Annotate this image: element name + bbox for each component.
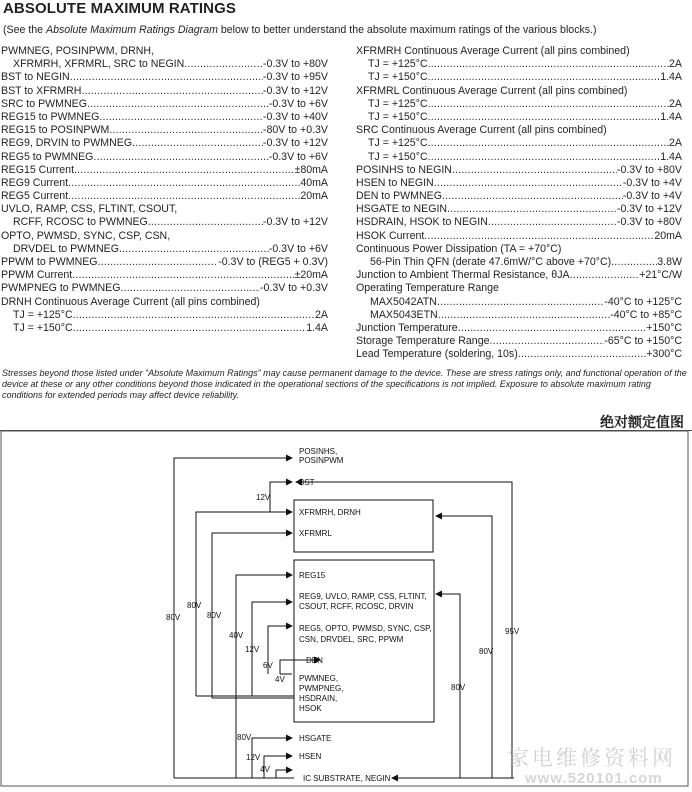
rating-label: XFRMRH, XFRMRL, SRC to NEGIN	[13, 58, 185, 71]
rating-label: TJ = +150°C	[368, 110, 428, 123]
rating-row	[1, 269, 328, 282]
rating-value: -0.3V to +4V	[622, 190, 682, 203]
rating-label: REG15 to POSINPWM	[1, 124, 110, 137]
rating-row	[1, 282, 328, 295]
rating-label: PWMNEG, POSINPWM, DRNH,	[1, 45, 155, 57]
rating-label: TJ = +125°C	[13, 308, 73, 321]
label-hsen: HSEN	[299, 752, 322, 761]
rating-row	[1, 203, 328, 216]
rating-value: -40°C to +125°C	[604, 295, 682, 308]
leader-dots	[74, 164, 294, 177]
leader-dots	[428, 111, 661, 124]
rating-value: 3.8W	[657, 256, 682, 268]
line-80v-outer	[174, 458, 292, 778]
leader-dots	[428, 151, 661, 164]
voltage-80v-xfrmrl: 80V	[207, 611, 222, 620]
rating-row	[1, 45, 328, 58]
rating-label: TJ = +125°C	[368, 137, 428, 150]
leader-dots	[490, 335, 605, 348]
section-subtitle: (See the Absolute Maximum Ratings Diagram below to better understand the absolute maximum ratings of the various blocks.)	[3, 24, 597, 36]
voltage-80v-hsgate: 80V	[237, 733, 252, 742]
rating-value: -65°C to +150°C	[604, 335, 682, 348]
rating-row	[356, 256, 682, 269]
rating-row	[1, 190, 328, 203]
leader-dots	[518, 348, 647, 361]
label-posinhs: POSINHS,	[299, 447, 338, 456]
rating-label: BST to XFRMRH	[1, 84, 82, 97]
rating-row	[356, 164, 682, 177]
rating-value: 1.4A	[306, 321, 328, 334]
rating-row	[1, 137, 328, 150]
rating-label: REG15 Current	[1, 163, 75, 176]
rating-label: DRVDEL to PWMNEG	[13, 242, 119, 255]
rating-label: REG9 Current	[1, 176, 69, 189]
rating-value: 2A	[669, 97, 682, 110]
rating-value: -0.3V to +12V	[262, 137, 328, 150]
leader-dots	[70, 71, 263, 84]
leader-dots	[434, 177, 623, 190]
leader-dots	[120, 282, 259, 295]
leader-dots	[87, 98, 269, 111]
rating-label: MAX5042ATN	[370, 295, 437, 308]
rating-value: -0.3V to +4V	[622, 176, 682, 189]
rating-row	[356, 335, 682, 348]
leader-dots	[99, 111, 263, 124]
rating-value: 1.4A	[660, 110, 682, 123]
rating-label: TJ = +150°C	[368, 150, 428, 163]
rating-row	[356, 71, 682, 84]
label-reg5a: REG5, OPTO, PWMSD, SYNC, CSP,	[299, 624, 432, 633]
rating-row	[356, 85, 682, 98]
leader-dots	[438, 309, 611, 322]
leader-dots	[611, 256, 657, 269]
rating-label: OPTO, PWMSD, SYNC, CSP, CSN,	[1, 229, 171, 242]
rating-value: +150°C	[646, 321, 682, 334]
line-bst	[270, 482, 292, 512]
leader-dots	[424, 230, 654, 243]
rating-row	[356, 45, 682, 58]
rating-row	[1, 85, 328, 98]
stress-note: Stresses beyond those listed under “Absolute Maximum Ratings” may cause permanent damage to the device. These are stress ratings only, and functional operation of the device at these or any other conditions beyond those indicated in the operational sections of the specifications is not implied. Exposure to absolute maximum rating conditions for extended periods may affect device reliability.	[2, 368, 687, 401]
rating-label: XFRMRL Continuous Average Current (all pins combined)	[356, 84, 628, 97]
rating-label: SRC Continuous Average Current (all pins combined)	[356, 124, 607, 137]
voltage-80v-outer: 80V	[166, 613, 181, 622]
rating-value: ±20mA	[294, 269, 328, 282]
label-posinpwm: POSINPWM	[299, 456, 344, 465]
leader-dots	[119, 243, 269, 256]
rating-label: HSEN to NEGIN	[356, 176, 434, 189]
label-reg15: REG15	[299, 571, 326, 580]
rating-row	[1, 58, 328, 71]
rating-row	[1, 256, 328, 269]
rating-value: ±80mA	[294, 163, 328, 176]
rating-label: SRC to PWMNEG	[1, 97, 87, 110]
ratings-diagram	[0, 430, 692, 792]
rating-row	[1, 216, 328, 229]
rating-label: Continuous Power Dissipation (TA = +70°C)	[356, 242, 562, 255]
rating-row	[356, 111, 682, 124]
rating-value: +21°C/W	[639, 269, 682, 282]
rating-value: -0.3V to +12V	[262, 216, 328, 229]
voltage-6v: 6V	[263, 661, 273, 670]
rating-value: -0.3V to +0.3V	[259, 282, 328, 295]
ratings-right-column	[356, 45, 682, 362]
leader-dots	[488, 216, 617, 229]
rating-value: +300°C	[646, 348, 682, 361]
rating-label: Junction to Ambient Thermal Resistance, θJA	[356, 269, 570, 282]
rating-value: -0.3V to +80V	[616, 163, 682, 176]
voltage-40v: 40V	[229, 631, 244, 640]
rating-label: DRNH Continuous Average Current (all pins combined)	[1, 295, 260, 308]
label-reg5b: CSN, DRVDEL, SRC, PPWM	[299, 635, 404, 644]
label-xfrmrh: XFRMRH, DRNH	[299, 508, 361, 517]
leader-dots	[132, 137, 263, 150]
label-hsdrain: HSDRAIN,	[299, 694, 338, 703]
rating-label: TJ = +125°C	[368, 97, 428, 110]
rating-label: Lead Temperature (soldering, 10s)	[356, 348, 518, 361]
rating-row	[356, 151, 682, 164]
leader-dots	[428, 58, 669, 71]
leader-dots	[109, 124, 263, 137]
leader-dots	[452, 164, 617, 177]
label-reg9a: REG9, UVLO, RAMP, CSS, FLTINT,	[299, 592, 427, 601]
rating-value: 2A	[669, 58, 682, 71]
ratings-left-column	[1, 45, 328, 335]
rating-row	[1, 164, 328, 177]
leader-dots	[68, 190, 300, 203]
rating-label: REG5 to PWMNEG	[1, 150, 94, 163]
rating-value: 1.4A	[660, 71, 682, 84]
rating-value: 20mA	[300, 190, 328, 203]
rating-row	[356, 216, 682, 229]
rating-row	[1, 111, 328, 124]
rating-label: REG5 Current	[1, 190, 69, 203]
rating-value: -80V to +0.3V	[262, 124, 328, 137]
diagram-title: 绝对额定值图	[600, 414, 684, 430]
voltage-12v-hsen: 12V	[246, 753, 261, 762]
rating-row	[356, 203, 682, 216]
voltage-80v-right: 80V	[479, 647, 494, 656]
leader-dots	[93, 151, 268, 164]
leader-dots	[570, 269, 640, 282]
rating-row	[356, 243, 682, 256]
leader-dots	[447, 203, 617, 216]
label-ic-substrate: IC SUBSTRATE, NEGIN	[303, 774, 391, 783]
rating-value: 20mA	[654, 229, 682, 242]
rating-label: PPWM Current	[1, 269, 73, 282]
rating-label: PPWM to PWMNEG	[1, 256, 98, 268]
leader-dots	[184, 58, 263, 71]
rating-label: RCFF, RCOSC to PWMNEG	[13, 216, 148, 229]
voltage-80v-reg: 80V	[451, 683, 466, 692]
leader-dots	[72, 269, 294, 282]
rating-label: HSDRAIN, HSOK to NEGIN	[356, 216, 488, 229]
rating-row	[1, 177, 328, 190]
rating-value: 2A	[315, 308, 328, 321]
leader-dots	[73, 309, 315, 322]
rating-row	[1, 296, 328, 309]
rating-label: UVLO, RAMP, CSS, FLTINT, CSOUT,	[1, 203, 178, 216]
rating-row	[1, 151, 328, 164]
rating-row	[1, 71, 328, 84]
rating-row	[356, 58, 682, 71]
label-den: DEN	[306, 656, 323, 665]
rating-label: Junction Temperature	[356, 321, 458, 334]
rating-row	[1, 98, 328, 111]
rating-value: 40mA	[300, 176, 328, 189]
voltage-12v-reg: 12V	[245, 645, 260, 654]
label-pwmpneg: PWMPNEG,	[299, 684, 344, 693]
rating-value: -0.3V to +95V	[262, 71, 328, 84]
subtitle-emphasis: Absolute Maximum Ratings Diagram	[46, 24, 218, 36]
leader-dots	[428, 71, 661, 84]
label-hsok: HSOK	[299, 704, 322, 713]
leader-dots	[148, 216, 263, 229]
voltage-95v: 95V	[505, 627, 520, 636]
rating-row	[1, 124, 328, 137]
leader-dots	[68, 177, 300, 190]
rating-label: POSINHS to NEGIN	[356, 163, 452, 176]
watermark-cn: 家电维修资料网	[508, 746, 676, 770]
rating-label: MAX5043ETN	[370, 308, 438, 321]
leader-dots	[437, 296, 604, 309]
rating-row	[356, 269, 682, 282]
rating-label: Operating Temperature Range	[356, 282, 499, 295]
rating-row	[356, 348, 682, 361]
rating-label: PWMPNEG to PWMNEG	[1, 282, 121, 295]
rating-row	[1, 309, 328, 322]
voltage-12v-bst: 12V	[256, 493, 271, 502]
leader-dots	[428, 98, 669, 111]
rating-value: -0.3V to +12V	[616, 203, 682, 216]
label-reg9b: CSOUT, RCFF, RCOSC, DRVIN	[299, 602, 414, 611]
rating-row	[356, 230, 682, 243]
rating-value: -0.3V to +80V	[262, 58, 328, 71]
rating-label: REG9, DRVIN to PWMNEG	[1, 137, 133, 150]
rating-value: -40°C to +85°C	[610, 308, 682, 321]
rating-label: 56-Pin Thin QFN (derate 47.6mW/°C above +70°C)	[370, 256, 612, 268]
leader-dots	[73, 322, 307, 335]
rating-row	[356, 177, 682, 190]
leader-dots	[428, 137, 669, 150]
voltage-80v-xfrmrh: 80V	[187, 601, 202, 610]
rating-row	[356, 98, 682, 111]
voltage-4v-den: 4V	[275, 675, 285, 684]
rating-row	[356, 282, 682, 295]
rating-value: -0.3V to +6V	[268, 150, 328, 163]
rating-row	[1, 322, 328, 335]
rating-value: -0.3V to +80V	[616, 216, 682, 229]
rating-row	[356, 322, 682, 335]
rating-label: XFRMRH Continuous Average Current (all pins combined)	[356, 45, 630, 57]
leader-dots	[98, 256, 219, 269]
rating-value: -0.3V to (REG5 + 0.3V)	[218, 256, 328, 268]
label-bst: BST	[299, 478, 315, 487]
rating-label: REG15 to PWMNEG	[1, 110, 100, 123]
rating-row	[1, 230, 328, 243]
rating-label: TJ = +150°C	[368, 71, 428, 84]
leader-dots	[442, 190, 623, 203]
rating-label: DEN to PWMNEG	[356, 190, 442, 203]
rating-value: -0.3V to +6V	[268, 242, 328, 255]
rating-label: Storage Temperature Range	[356, 335, 490, 348]
rating-label: HSGATE to NEGIN	[356, 203, 448, 216]
rating-label: TJ = +125°C	[368, 58, 428, 71]
rating-label: HSOK Current	[356, 229, 425, 242]
rating-label: TJ = +150°C	[13, 321, 73, 334]
rating-value: -0.3V to +40V	[262, 110, 328, 123]
watermark-url: www.520101.com	[525, 770, 663, 787]
rating-row	[1, 243, 328, 256]
rating-row	[356, 296, 682, 309]
leader-dots	[81, 85, 262, 98]
voltage-4v-hsen: 4V	[260, 765, 270, 774]
label-pwmneg: PWMNEG,	[299, 674, 339, 683]
section-title: ABSOLUTE MAXIMUM RATINGS	[3, 0, 236, 17]
diagram-text	[166, 447, 520, 783]
rating-value: 2A	[669, 137, 682, 150]
rating-row	[356, 309, 682, 322]
label-hsgate: HSGATE	[299, 734, 332, 743]
rating-value: 1.4A	[660, 150, 682, 163]
leader-dots	[458, 322, 647, 335]
label-xfrmrl: XFRMRL	[299, 529, 332, 538]
rating-label: BST to NEGIN	[1, 71, 70, 84]
rating-row	[356, 190, 682, 203]
rating-row	[356, 137, 682, 150]
rating-value: -0.3V to +12V	[262, 84, 328, 97]
rating-row	[356, 124, 682, 137]
rating-value: -0.3V to +6V	[268, 97, 328, 110]
